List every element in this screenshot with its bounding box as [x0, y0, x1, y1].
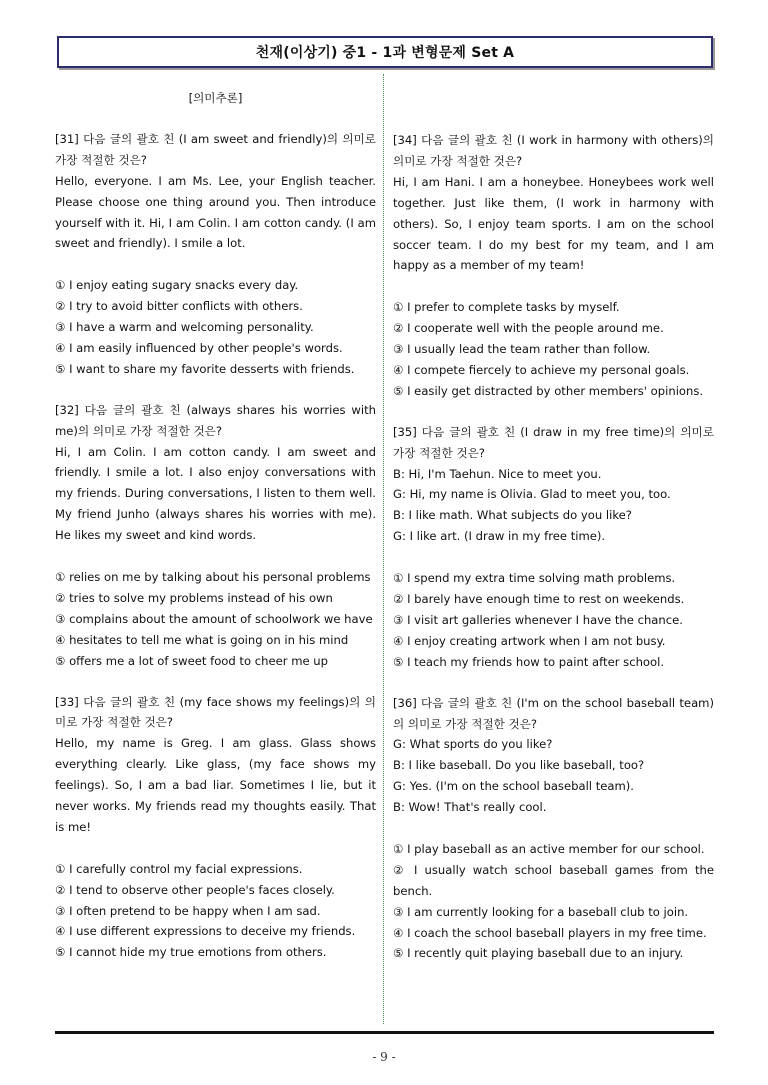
answer-option: ⑤ offers me a lot of sweet food to cheer me up	[55, 653, 329, 668]
question-36	[393, 693, 714, 965]
answer-option: ② I cooperate well with the people around me.	[393, 321, 664, 336]
footer-rule	[55, 1031, 714, 1034]
answer-option: ④ hesitates to tell me what is going on in his mind	[55, 632, 349, 647]
answer-option: ① I carefully control my facial expressions.	[55, 861, 303, 876]
question-35	[393, 422, 714, 673]
question-stem: [31] 다음 글의 괄호 친 (I am sweet and friendly)의 의미로 가장 적절한 것은?	[55, 131, 376, 167]
question-passage: Hello, my name is Greg. I am glass. Glass shows everything clearly. Like glass, (my face shows my feelings). So, I am a bad liar. Sometimes I lie, but it never works. My friends read my thoughts easily. That is me!	[55, 736, 376, 834]
left-column	[55, 88, 376, 983]
answer-option: ④ I compete fiercely to achieve my personal goals.	[393, 362, 690, 377]
question-stem: [35] 다음 글의 괄호 친 (I draw in my free time)의 의미로 가장 적절한 것은?	[393, 424, 714, 460]
question-33	[55, 692, 376, 964]
answer-option: ④ I enjoy creating artwork when I am not busy.	[393, 633, 666, 648]
column-divider	[383, 74, 384, 1024]
answer-option: ① relies on me by talking about his personal problems	[55, 570, 371, 584]
answer-option: ③ I have a warm and welcoming personality.	[55, 320, 314, 335]
question-stem: [36] 다음 글의 괄호 친 (I'm on the school baseball team)의 의미로 가장 적절한 것은?	[393, 695, 714, 731]
answer-option: ③ I visit art galleries whenever I have the chance.	[393, 612, 683, 627]
question-stem: [33] 다음 글의 괄호 친 (my face shows my feelings)의 의미로 가장 적절한 것은?	[55, 694, 376, 730]
answer-option: ⑤ I recently quit playing baseball due to an injury.	[393, 946, 684, 961]
answer-option: ⑤ I want to share my favorite desserts with friends.	[55, 361, 355, 376]
answer-option: ⑤ I teach my friends how to paint after school.	[393, 654, 665, 669]
answer-option: ③ complains about the amount of schoolwork we have	[55, 611, 373, 626]
dialog-line: B: Wow! That's really cool.	[393, 800, 547, 815]
answer-option: ① I play baseball as an active member for our school.	[393, 841, 705, 856]
right-column	[393, 130, 714, 984]
question-stem: [34] 다음 글의 괄호 친 (I work in harmony with others)의 의미로 가장 적절한 것은?	[393, 133, 714, 168]
answer-option: ② I barely have enough time to rest on weekends.	[393, 592, 685, 606]
answer-option: ② I try to avoid bitter conflicts with others.	[55, 299, 303, 314]
question-passage: Hello, everyone. I am Ms. Lee, your English teacher. Please choose one thing around you. Then introduce yourself with it. Hi, I am Colin. I am cotton candy. (I am sweet and friendly). I smile a lot.	[55, 173, 376, 251]
answer-option: ④ I am easily influenced by other people's words.	[55, 340, 343, 355]
question-31	[55, 129, 376, 380]
dialog-line: G: Hi, my name is Olivia. Glad to meet you, too.	[393, 487, 671, 502]
dialog-line: B: Hi, I'm Taehun. Nice to meet you.	[393, 466, 602, 481]
dialog-line: G: Yes. (I'm on the school baseball team).	[393, 779, 634, 794]
answer-option: ⑤ I easily get distracted by other members' opinions.	[393, 383, 704, 398]
answer-option: ① I enjoy eating sugary snacks every day.	[55, 278, 299, 293]
answer-option: ④ I use different expressions to deceive my friends.	[55, 924, 356, 939]
answer-option: ② I usually watch school baseball games from the bench.	[393, 862, 714, 898]
dialog-line: G: What sports do you like?	[393, 737, 553, 752]
question-passage: Hi, I am Hani. I am a honeybee. Honeybees work well together. Just like them, (I work in harmony with others). So, I enjoy team sports. I am on the school soccer team. I do my best for my team, and I am happy as a member of my team!	[393, 174, 714, 273]
answer-option: ④ I coach the school baseball players in my free time.	[393, 925, 707, 940]
answer-option: ⑤ I cannot hide my true emotions from others.	[55, 945, 327, 960]
dialog-line: B: I like baseball. Do you like baseball, too?	[393, 758, 645, 773]
answer-option: ③ I usually lead the team rather than follow.	[393, 342, 651, 357]
page-number: - 9 -	[372, 1050, 396, 1064]
answer-option: ① I spend my extra time solving math problems.	[393, 571, 676, 586]
answer-option: ③ I am currently looking for a baseball club to join.	[393, 904, 689, 919]
question-34	[393, 130, 714, 402]
answer-option: ② tries to solve my problems instead of his own	[55, 590, 333, 605]
question-passage: Hi, I am Colin. I am cotton candy. I am sweet and friendly. I smile a lot. I also enjoy conversations with my friends. During conversations, I listen to them well. My friend Junho (always shares his worries with me). He likes my sweet and kind words.	[55, 444, 376, 543]
question-stem: [32] 다음 글의 괄호 친 (always shares his worries with me)의 의미로 가장 적절한 것은?	[55, 402, 376, 438]
dialog-line: G: I like art. (I draw in my free time).	[393, 529, 606, 544]
section-tag: [의미추론]	[188, 91, 243, 105]
answer-option: ③ I often pretend to be happy when I am sad.	[55, 903, 321, 918]
question-32	[55, 400, 376, 672]
page-title: 천재(이상기) 중1 - 1과 변형문제 Set A	[57, 36, 713, 68]
dialog-line: B: I like math. What subjects do you like?	[393, 508, 632, 523]
answer-option: ① I prefer to complete tasks by myself.	[393, 300, 620, 315]
answer-option: ② I tend to observe other people's faces closely.	[55, 882, 335, 897]
